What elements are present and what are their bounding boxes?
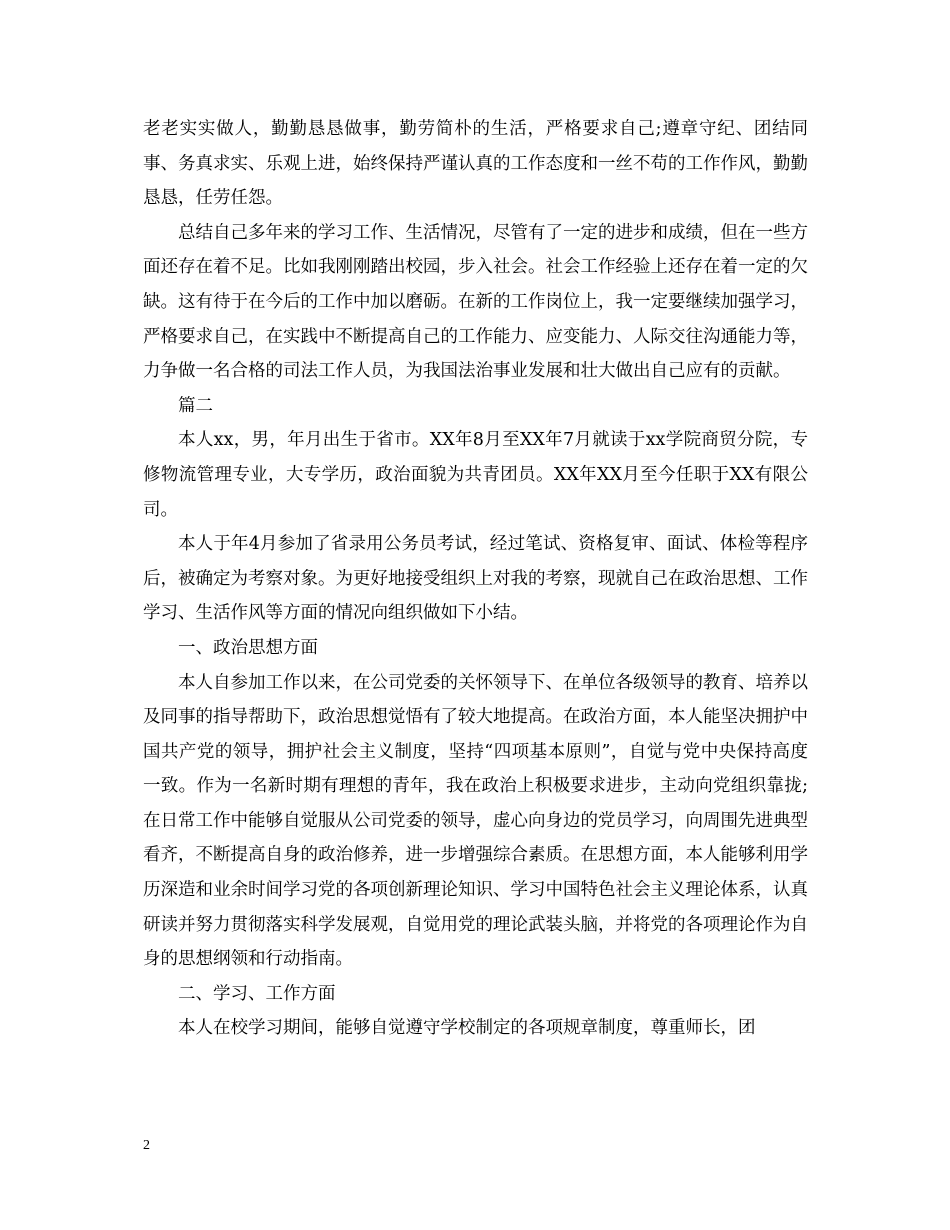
section-heading: 二、学习、工作方面 bbox=[178, 983, 336, 1004]
section-heading: 篇二 bbox=[178, 395, 213, 416]
paragraph: 本人xx，男，年月出生于省市。XX年8月至XX年7月就读于xx学院商贸分院，专修物流管理专业，大专学历，政治面貌为共青团员。XX年XX月至今任职于XX有限公司。 bbox=[143, 430, 808, 520]
paragraph: 老老实实做人，勤勤恳恳做事，勤劳简朴的生活，严格要求自己;遵章守纪、团结同事、务真求实、乐观上进，始终保持严谨认真的工作态度和一丝不苟的工作作风，勤勤恳恳，任劳任怨。 bbox=[143, 119, 808, 209]
page-number: 2 bbox=[143, 1138, 150, 1153]
paragraph: 本人自参加工作以来，在公司党委的关怀领导下、在单位各级领导的教育、培养以及同事的指导帮助下，政治思想觉悟有了较大地提高。在政治方面，本人能坚决拥护中国共产党的领导，拥护社会主义制度，坚持“四项基本原则”，自觉与党中央保持高度一致。作为一名新时期有理想的青年，我在政治上积极要求进步，主动向党组织靠拢;在日常工作中能够自觉服从公司党委的领导，虚心向身边的党员学习，向周围先进典型看齐，不断提高自身的政治修养，进一步增强综合素质。在思想方面，本人能够利用学历深造和业余时间学习党的各项创新理论知识、学习中国特色社会主义理论体系，认真研读并努力贯彻落实科学发展观，自觉用党的理论武装头脑，并将党的各项理论作为自身的思想纲领和行动指南。 bbox=[143, 672, 808, 970]
document-body bbox=[143, 112, 808, 1046]
paragraph: 本人于年4月参加了省录用公务员考试，经过笔试、资格复审、面试、体检等程序后，被确定为考察对象。为更好地接受组织上对我的考察，现就自己在政治思想、工作学习、生活作风等方面的情况向组织做如下小结。 bbox=[143, 534, 808, 624]
paragraph: 总结自己多年来的学习工作、生活情况，尽管有了一定的进步和成绩，但在一些方面还存在着不足。比如我刚刚踏出校园，步入社会。社会工作经验上还存在着一定的欠缺。这有待于在今后的工作中加以磨砺。在新的工作岗位上，我一定要继续加强学习，严格要求自己，在实践中不断提高自己的工作能力、应变能力、人际交往沟通能力等，力争做一名合格的司法工作人员，为我国法治事业发展和壮大做出自己应有的贡献。 bbox=[143, 222, 808, 382]
section-heading: 一、政治思想方面 bbox=[178, 637, 318, 658]
paragraph: 本人在校学习期间，能够自觉遵守学校制定的各项规章制度，尊重师长，团 bbox=[178, 1018, 756, 1039]
